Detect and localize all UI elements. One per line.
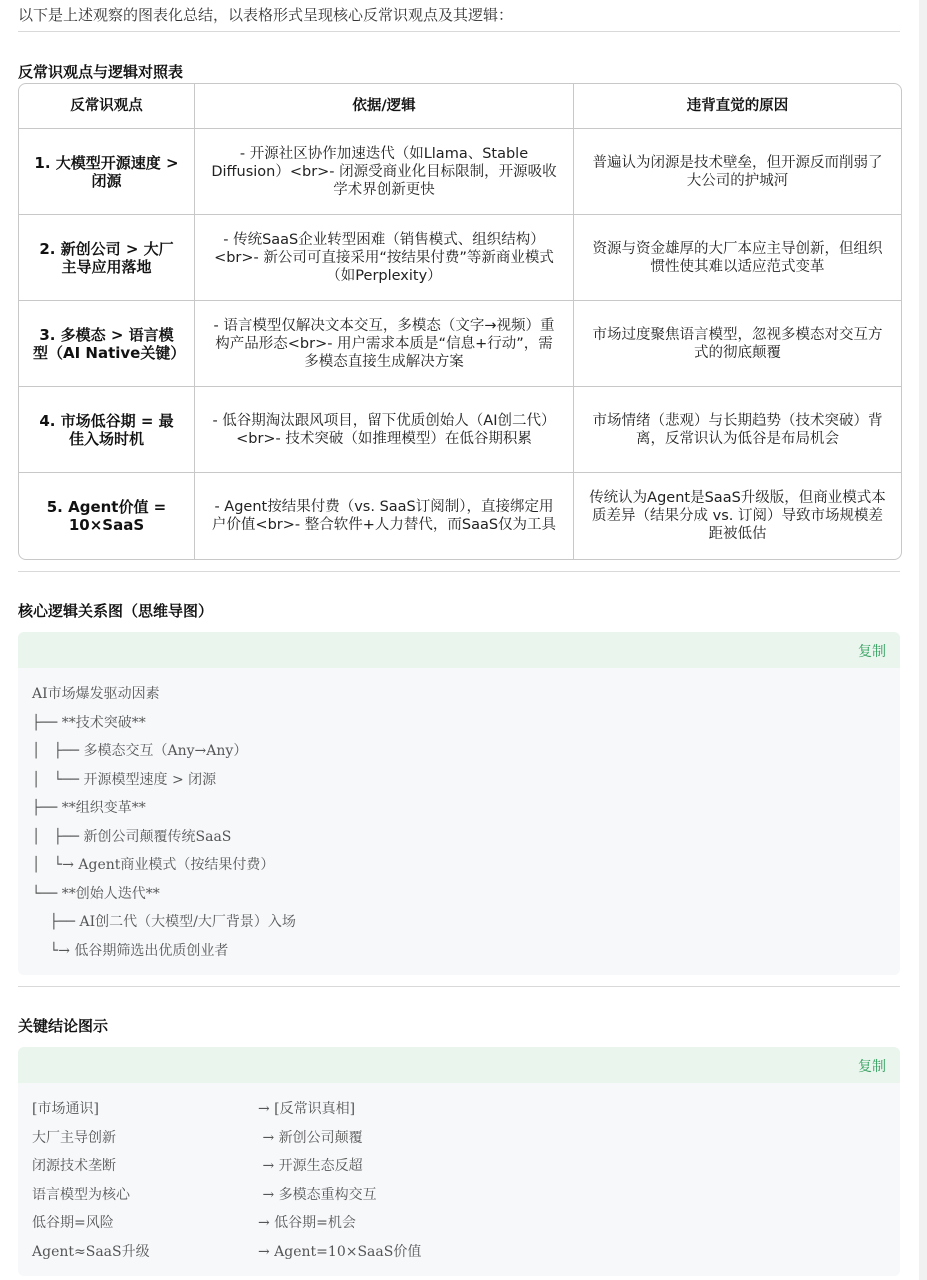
comparison-table — [18, 83, 902, 560]
mindmap-title: 核心逻辑关系图（思维导图） — [18, 602, 214, 620]
code-line: ├── AI创二代（大模型/大厂背景）入场 — [32, 914, 296, 930]
code-line: │ └── 开源模型速度 > 闭源 — [32, 771, 217, 788]
header-reason: 违背直觉的原因 — [574, 84, 901, 129]
code-line: │ └→ Agent商业模式（按结果付费） — [32, 857, 275, 873]
conclusion-code-block — [18, 1047, 900, 1276]
code-right: → [反常识真相] — [258, 1101, 356, 1117]
table-row — [19, 215, 901, 301]
code-right: → 低谷期=机会 — [258, 1215, 356, 1231]
code-line: ├── **组织变革** — [32, 800, 146, 816]
code-left: [市场通识] — [32, 1101, 99, 1117]
row-reason: 市场情绪（悲观）与长期趋势（技术突破）背离，反常识认为低谷是布局机会 — [574, 387, 901, 473]
code-line: │ ├── 多模态交互（Any→Any） — [32, 743, 248, 759]
table-title: 反常识观点与逻辑对照表 — [18, 63, 184, 81]
code-right: → Agent=10×SaaS价值 — [258, 1243, 422, 1260]
code-right: → 多模态重构交互 — [258, 1186, 377, 1203]
copy-button[interactable]: 复制 — [858, 644, 886, 660]
code-line — [32, 1209, 886, 1238]
row-point: 1. 大模型开源速度 > 闭源 — [19, 129, 195, 215]
table-row — [19, 301, 901, 387]
code-line — [32, 1181, 886, 1210]
row-point: 2. 新创公司 > 大厂主导应用落地 — [19, 215, 195, 301]
code-line: AI市场爆发驱动因素 — [32, 686, 160, 702]
row-reason: 普遍认为闭源是技术壁垒，但开源反而削弱了大公司的护城河 — [574, 129, 901, 215]
scrollbar[interactable] — [919, 0, 927, 1280]
row-point: 3. 多模态 > 语言模型（AI Native关键） — [19, 301, 195, 387]
row-logic: - 语言模型仅解决文本交互，多模态（文字→视频）重构产品形态<br>- 用户需求本质是“信息+行动”，需多模态直接生成解决方案 — [195, 301, 574, 387]
code-left: 大厂主导创新 — [32, 1129, 116, 1146]
code-left: 低谷期=风险 — [32, 1215, 114, 1231]
divider — [18, 31, 900, 32]
code-left: 闭源技术垄断 — [32, 1158, 116, 1174]
conclusion-code — [18, 1083, 900, 1276]
row-logic: - 传统SaaS企业转型困难（销售模式、组织结构）<br>- 新公司可直接采用“按结果付费”等新商业模式（如Perplexity） — [195, 215, 574, 301]
code-line — [32, 1124, 886, 1153]
table-row — [19, 473, 901, 559]
intro-text: 以下是上述观察的图表化总结，以表格形式呈现核心反常识观点及其逻辑： — [18, 6, 514, 24]
row-point: 5. Agent价值 = 10×SaaS — [19, 473, 195, 559]
copy-button[interactable]: 复制 — [858, 1059, 886, 1075]
code-line: │ ├── 新创公司颠覆传统SaaS — [32, 828, 232, 845]
mindmap-code-block — [18, 632, 900, 975]
code-left: 语言模型为核心 — [32, 1186, 130, 1203]
code-block-header — [18, 1047, 900, 1083]
row-logic: - Agent按结果付费（vs. SaaS订阅制），直接绑定用户价值<br>- 整合软件+人力替代，而SaaS仅为工具 — [195, 473, 574, 559]
row-reason: 市场过度聚焦语言模型，忽视多模态对交互方式的彻底颠覆 — [574, 301, 901, 387]
code-line — [32, 1152, 886, 1181]
code-right: → 新创公司颠覆 — [258, 1129, 363, 1146]
code-line: ├── **技术突破** — [32, 714, 146, 731]
code-line — [32, 1095, 886, 1124]
code-left: Agent≈SaaS升级 — [32, 1243, 150, 1260]
code-line — [32, 1238, 886, 1267]
table-header-row — [19, 84, 901, 129]
code-block-header — [18, 632, 900, 668]
header-logic: 依据/逻辑 — [195, 84, 574, 129]
row-logic: - 低谷期淘汰跟风项目，留下优质创始人（AI创二代）<br>- 技术突破（如推理模型）在低谷期积累 — [195, 387, 574, 473]
table-row — [19, 129, 901, 215]
row-reason: 资源与资金雄厚的大厂本应主导创新，但组织惯性使其难以适应范式变革 — [574, 215, 901, 301]
row-logic: - 开源社区协作加速迭代（如Llama、Stable Diffusion）<br>- 闭源受商业化目标限制，开源吸收学术界创新更快 — [195, 129, 574, 215]
divider — [18, 986, 900, 987]
row-reason: 传统认为Agent是SaaS升级版，但商业模式本质差异（结果分成 vs. 订阅）导致市场规模差距被低估 — [589, 490, 886, 542]
header-point: 反常识观点 — [19, 84, 195, 129]
row-point: 4. 市场低谷期 = 最佳入场时机 — [19, 387, 195, 473]
code-line: └── **创始人迭代** — [32, 885, 160, 902]
code-line: └→ 低谷期筛选出优质创业者 — [32, 942, 229, 959]
code-right: → 开源生态反超 — [258, 1158, 363, 1174]
mindmap-code — [18, 668, 900, 975]
message-content — [18, 0, 900, 1276]
divider — [18, 571, 900, 572]
conclusion-title: 关键结论图示 — [18, 1017, 109, 1035]
table-row — [19, 387, 901, 473]
